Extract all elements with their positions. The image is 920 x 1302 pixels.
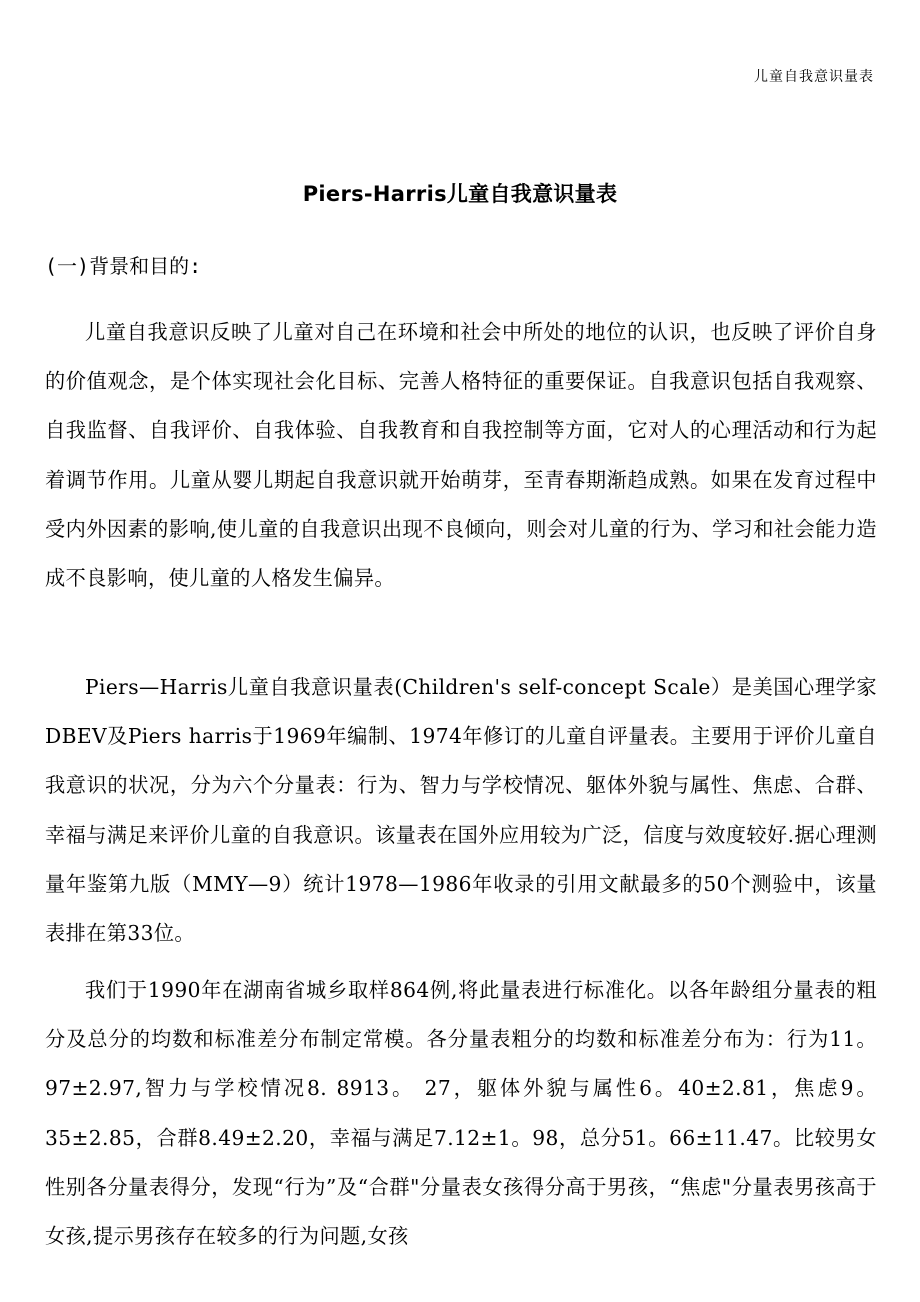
running-header: 儿童自我意识量表 [754,69,874,85]
paragraph-background: 儿童自我意识反映了儿童对自己在环境和社会中所处的地位的认识，也反映了评价自身的价值观念，是个体实现社会化目标、完善人格特征的重要保证。自我意识包括自我观察、自我监督、自我评价、自我体验、自我教育和自我控制等方面，它对人的心理活动和行为起着调节作用。儿童从婴儿期起自我意识就开始萌芽，至青春期渐趋成熟。如果在发育过程中受内外因素的影响,使儿童的自我意识出现不良倾向，则会对儿童的行为、学习和社会能力造成不良影响，使儿童的人格发生偏异。 [45,320,877,591]
document-title: Piers-Harris儿童自我意识量表 [302,182,618,206]
paragraph-standardization: 我们于1990年在湖南省城乡取样864例,将此量表进行标准化。以各年龄组分量表的粗分及总分的均数和标准差分布制定常模。各分量表粗分的均数和标准差分布为：行为11。97±2.97,智力与学校情况8. 8913。 27，躯体外貌与属性6。40±2.81，焦虑9。 35±2.85，合群8.49±2.20，幸福与满足7.12±1。98，总分51。66±11.47。比较男女性别各分量表得分，发现“行为”及“合群"分量表女孩得分高于男孩，“焦虑"分量表男孩高于女孩,提示男孩存在较多的行为问题,女孩 [45,978,877,1249]
section-heading: (一)背景和目的: [45,254,202,278]
paragraph-scale-introduction: Piers—Harris儿童自我意识量表(Children's self-concept Scale）是美国心理学家DBEV及Piers harris于1969年编制、1974年修订的儿童自评量表。主要用于评价儿童自我意识的状况，分为六个分量表：行为、智力与学校情况、躯体外貌与属性、焦虑、合群、幸福与满足来评价儿童的自我意识。该量表在国外应用较为广泛，信度与效度较好.据心理测量年鉴第九版（MMY—9）统计1978—1986年收录的引用文献最多的50个测验中，该量表排在第33位。 [45,675,877,946]
